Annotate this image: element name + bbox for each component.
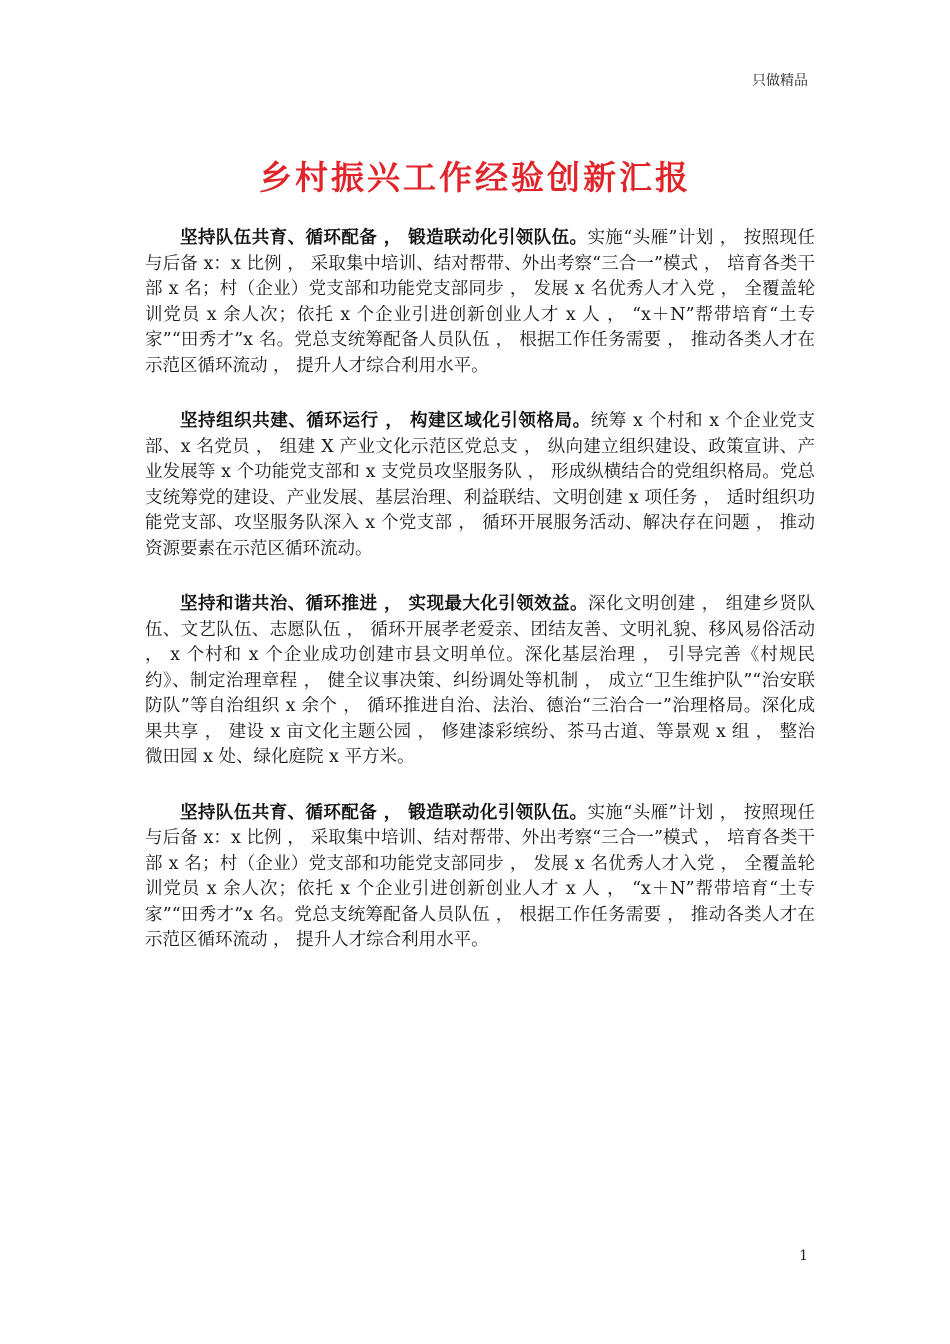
paragraph-text: 深化文明创建 ， 组建乡贤队伍、文艺队伍、志愿队伍 ， 循环开展孝老爱亲、团结友善、文明礼貌、移风易俗活动 ， x 个村和 x 个企业成功创建市县文明单位。深化基层治理 ， 引导完善《村规民约》、制定治理章程 ， 健全议事决策、纠纷调处等机制 ， 成立“卫生维护队”“治安联防队”等自治组织 x 余个 ， 循环推进自治、法治、德治“三治合一”治理格局。深化成果共享 ， 建设 x 亩文化主题公园 ， 修建漆彩缤纷、茶马古道、等景观 x 组 ， 整治微田园 x 处、绿化庭院 x 平方米。 <box>145 594 816 767</box>
paragraph-text: 统筹 x 个村和 x 个企业党支部、x 名党员 ， 组建 X 产业文化示范区党总支 ， 纵向建立组织建设、政策宣讲、产业发展等 x 个功能党支部和 x 支党员攻坚服务队 ， 形成纵横结合的党组织格局。党总支统筹党的建设、产业发展、基层治理、利益联结、文明创建 x 项任务 ， 适时组织功能党支部、攻坚服务队深入 x 个党支部 ， 循环开展服务活动、解决存在问题 ， 推动资源要素在示范区循环流动。 <box>145 411 815 559</box>
paragraph <box>145 226 815 379</box>
paragraph-lead: 坚持队伍共育、循环配备 ， 锻造联动化引领队伍。 <box>180 802 588 823</box>
paragraph-lead: 坚持队伍共育、循环配备 ， 锻造联动化引领队伍。 <box>180 228 588 248</box>
header-note: 只做精品 <box>752 73 808 89</box>
paragraph <box>145 801 815 954</box>
paragraph <box>145 592 815 771</box>
paragraph-text: 实施“头雁”计划 ， 按照现任与后备 x：x 比例 ， 采取集中培训、结对帮带、外出考察“三合一”模式 ， 培育各类干部 x 名；村（企业）党支部和功能党支部同步 ， 发展 x 名优秀人才入党 ， 全覆盖轮训党员 x 余人次；依托 x 个企业引进创新创业人才 x 人 ， “x＋N”帮带培育“土专家”“田秀才”x 名。党总支统筹配备人员队伍 ， 根据工作任务需要 ， 推动各类人才在示范区循环流动 ， 提升人才综合利用水平。 <box>145 228 815 376</box>
document-body <box>145 226 815 984</box>
page-number: 1 <box>799 1248 808 1264</box>
paragraph-lead: 坚持组织共建、循环运行 ， 构建区域化引领格局。 <box>180 411 591 431</box>
document-title: 乡村振兴工作经验创新汇报 <box>259 158 691 197</box>
paragraph <box>145 409 815 562</box>
paragraph-lead: 坚持和谐共治、循环推进 ， 实现最大化引领效益。 <box>180 594 589 614</box>
paragraph-text: 实施“头雁”计划 ， 按照现任与后备 x：x 比例 ， 采取集中培训、结对帮带、外出考察“三合一”模式 ， 培育各类干部 x 名；村（企业）党支部和功能党支部同步 ， 发展 x 名优秀人才入党 ， 全覆盖轮训党员 x 余人次；依托 x 个企业引进创新创业人才 x 人 ， “x＋N”帮带培育“土专家”“田秀才”x 名。党总支统筹配备人员队伍 ， 根据工作任务需要 ， 推动各类人才在示范区循环流动 ， 提升人才综合利用水平。 <box>145 802 815 950</box>
